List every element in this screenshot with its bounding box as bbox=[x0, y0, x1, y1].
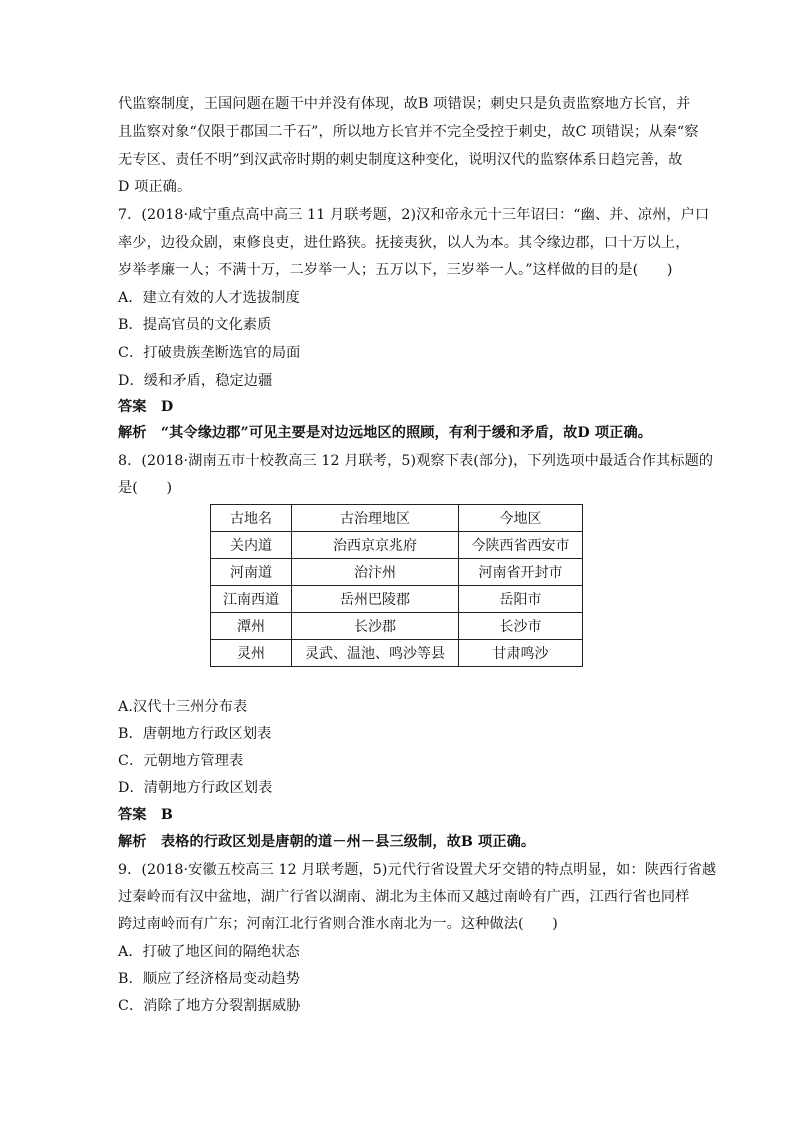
question-8-option-a: A.汉代十三州分布表 bbox=[118, 699, 248, 715]
table-row bbox=[211, 559, 583, 586]
table-row bbox=[211, 532, 583, 559]
table-cell: 关内道 bbox=[211, 532, 292, 559]
table-cell: 灵武、温池、鸣沙等县 bbox=[292, 640, 459, 667]
table-header-cell: 今地区 bbox=[459, 505, 583, 532]
table-row bbox=[211, 640, 583, 667]
question-8-stem-line-2: 是( ) bbox=[118, 480, 173, 496]
table-cell: 岳阳市 bbox=[459, 586, 583, 613]
question-7-stem-line-2: 率少，边役众剧，束修良吏，进仕路狭。抚接夷狄，以人为本。其令缘边郡，口十万以上， bbox=[118, 235, 690, 251]
question-9-stem-line-1: 9．(2018·安徽五校高三 12 月联考题，5)元代行省设置犬牙交错的特点明显，如：陕西行省越 bbox=[118, 862, 717, 878]
question-9-stem-line-2: 过秦岭而有汉中盆地，湖广行省以湖南、湖北为主体而又越过南岭有广西，江西行省也同样 bbox=[118, 889, 690, 905]
table-cell: 岳州巴陵郡 bbox=[292, 586, 459, 613]
question-7-answer: 答案 D bbox=[118, 399, 174, 415]
table-header-cell: 古治理地区 bbox=[292, 505, 459, 532]
table-row bbox=[211, 586, 583, 613]
question-8-stem-line-1: 8．(2018·湖南五市十校教高三 12 月联考，5)观察下表(部分)，下列选项中最适合作其标题的 bbox=[118, 453, 714, 469]
question-8-option-d: D．清朝地方行政区划表 bbox=[118, 780, 273, 796]
explanation-line-1: 代监察制度，王国问题在题干中并没有体现，故B 项错误；刺史只是负责监察地方长官，并 bbox=[118, 96, 691, 112]
question-7-option-a: A．建立有效的人才选拔制度 bbox=[118, 290, 300, 306]
table-cell: 治汴州 bbox=[292, 559, 459, 586]
explanation-line-3: 无专区、责任不明”到汉武帝时期的刺史制度这种变化，说明汉代的监察体系日趋完善，故 bbox=[118, 152, 683, 168]
question-7-option-b: B．提高官员的文化素质 bbox=[118, 317, 272, 333]
question-8-option-b: B．唐朝地方行政区划表 bbox=[118, 726, 272, 742]
table-cell: 甘肃鸣沙 bbox=[459, 640, 583, 667]
table-cell: 今陕西省西安市 bbox=[459, 532, 583, 559]
table-row bbox=[211, 613, 583, 640]
question-8-option-c: C．元朝地方管理表 bbox=[118, 753, 244, 769]
table-cell: 河南省开封市 bbox=[459, 559, 583, 586]
table-cell: 长沙市 bbox=[459, 613, 583, 640]
question-7-stem-line-1: 7．(2018·咸宁重点高中高三 11 月联考题，2)汉和帝永元十三年诏曰：“幽、并、凉州，户口 bbox=[118, 207, 710, 223]
explanation-line-4: D 项正确。 bbox=[118, 179, 192, 195]
question-9-option-c: C．消除了地方分裂割据威胁 bbox=[118, 998, 301, 1014]
table-header-cell: 古地名 bbox=[211, 505, 292, 532]
table-cell: 江南西道 bbox=[211, 586, 292, 613]
question-9-option-b: B．顺应了经济格局变动趋势 bbox=[118, 971, 300, 987]
explanation-line-2: 且监察对象“仅限于郡国二千石”，所以地方长官并不完全受控于刺史，故C 项错误；从秦“察 bbox=[118, 124, 699, 140]
table-cell: 河南道 bbox=[211, 559, 292, 586]
table-cell: 治西京京兆府 bbox=[292, 532, 459, 559]
question-7-option-c: C．打破贵族垄断选官的局面 bbox=[118, 345, 301, 361]
table-cell: 长沙郡 bbox=[292, 613, 459, 640]
question-9-stem-line-3: 跨过南岭而有广东；河南江北行省则合淮水南北为一。这种做法( ) bbox=[118, 916, 558, 932]
question-7-option-d: D．缓和矛盾，稳定边疆 bbox=[118, 373, 273, 389]
question-7-analysis: 解析 “其令缘边郡”可见主要是对边远地区的照顾，有利于缓和矛盾，故D 项正确。 bbox=[118, 425, 653, 441]
question-8-answer: 答案 B bbox=[118, 807, 173, 823]
administrative-division-table bbox=[210, 504, 583, 667]
question-9-option-a: A．打破了地区间的隔绝状态 bbox=[118, 944, 300, 960]
table-header-row bbox=[211, 505, 583, 532]
table-cell: 潭州 bbox=[211, 613, 292, 640]
question-7-stem-line-3: 岁举孝廉一人；不满十万，二岁举一人；五万以下，三岁举一人。”这样做的目的是( ) bbox=[118, 262, 673, 278]
table-cell: 灵州 bbox=[211, 640, 292, 667]
question-8-analysis: 解析 表格的行政区划是唐朝的道－州－县三级制，故B 项正确。 bbox=[118, 834, 536, 850]
